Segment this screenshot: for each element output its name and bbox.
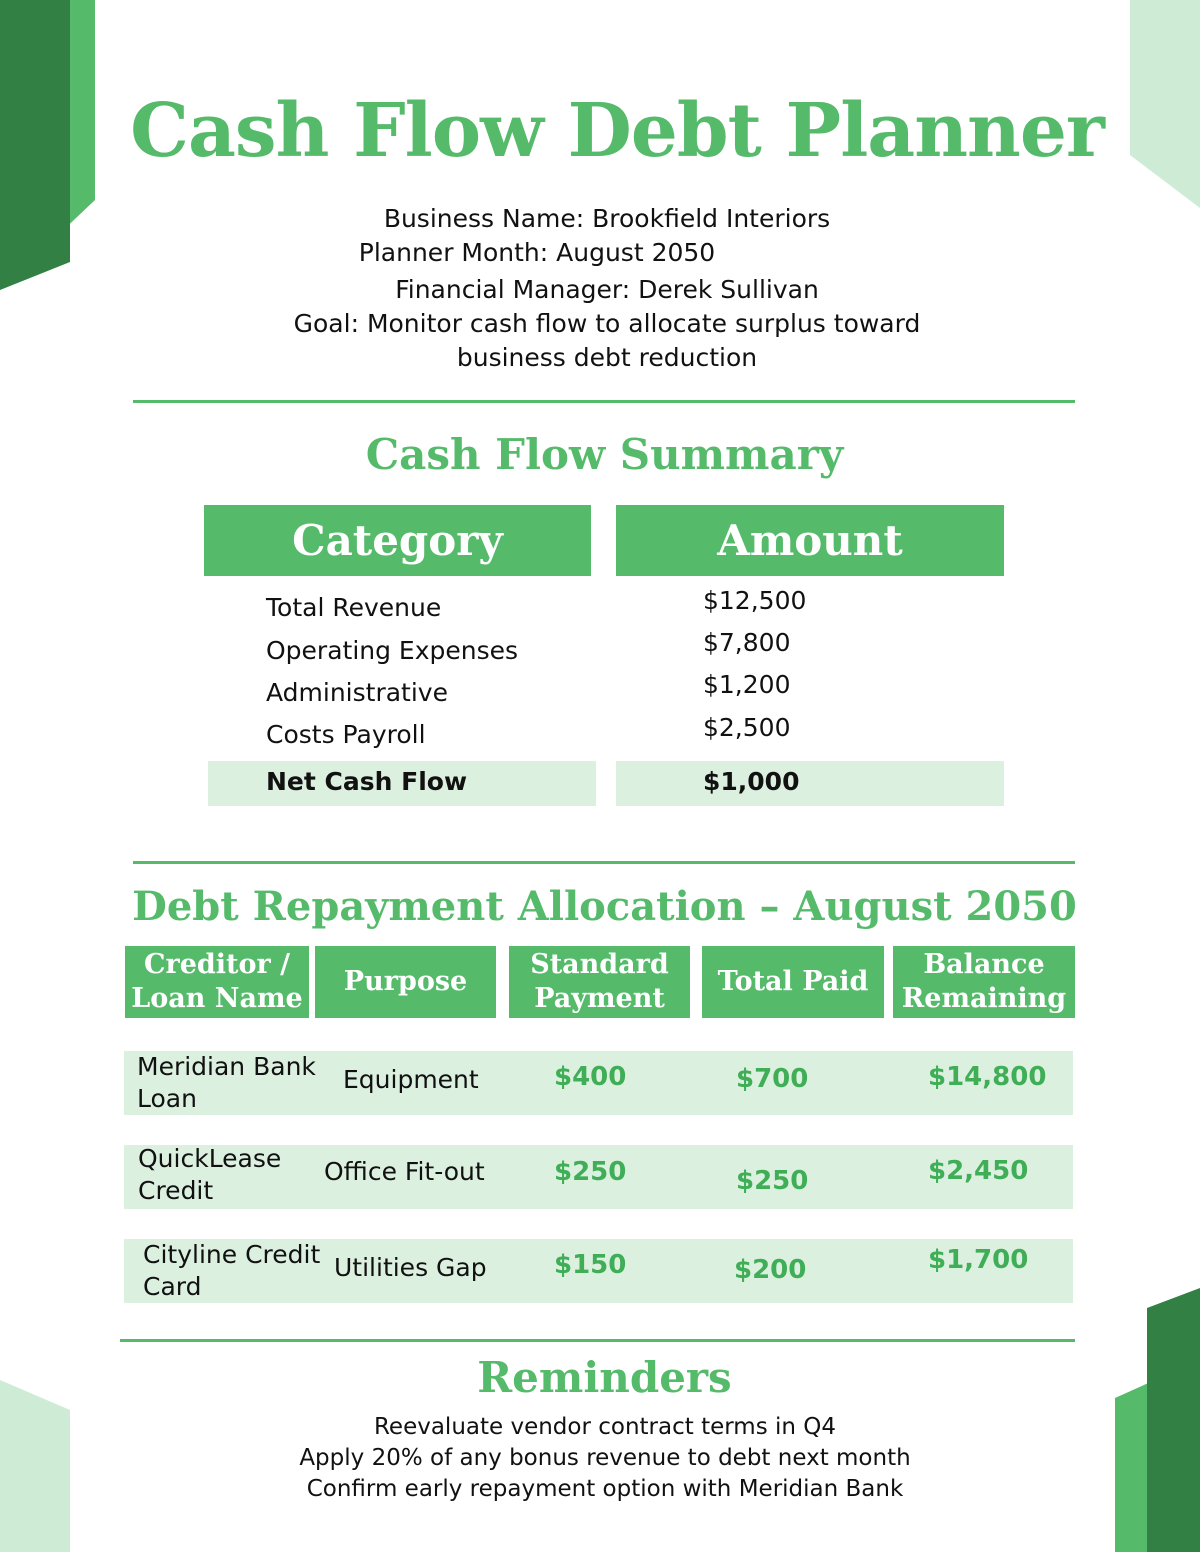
row-1-balance: $14,800 <box>928 1062 1047 1092</box>
row-2-balance: $2,450 <box>928 1156 1029 1186</box>
reminder-item-3: Confirm early repayment option with Meridian Bank <box>306 1476 904 1502</box>
row-3-balance: $1,700 <box>928 1245 1029 1275</box>
financial-manager: Financial Manager: Derek Sullivan <box>395 275 819 304</box>
header-balance-remaining: Balance Remaining <box>893 946 1075 1018</box>
net-cash-flow-amount: $1,000 <box>703 767 800 796</box>
row-2-standard: $250 <box>554 1157 627 1187</box>
net-cash-flow-amount-bg <box>616 761 1004 806</box>
cf-category-4: Costs Payroll <box>266 720 426 749</box>
row-3-creditor: Cityline Credit Card <box>143 1240 321 1301</box>
planner-month: Planner Month: August 2050 <box>358 238 716 267</box>
row-1-creditor: Meridian Bank Loan <box>137 1052 316 1113</box>
cf-amount-4: $2,500 <box>703 713 791 742</box>
goal-line-2: business debt reduction <box>456 343 758 372</box>
divider <box>120 1339 1075 1342</box>
header-category: Category <box>204 505 591 576</box>
row-1-purpose: Equipment <box>343 1065 479 1094</box>
reminders-title: Reminders <box>477 1353 732 1402</box>
goal-line-1: Goal: Monitor cash flow to allocate surplus toward <box>293 309 921 338</box>
cf-category-1: Total Revenue <box>266 593 442 622</box>
header-purpose: Purpose <box>315 946 496 1018</box>
page-title: Cash Flow Debt Planner <box>130 88 1104 174</box>
row-3-purpose: Utilities Gap <box>334 1253 487 1282</box>
cf-category-2: Operating Expenses <box>266 636 519 665</box>
row-2-creditor: QuickLease Credit <box>138 1144 282 1205</box>
net-cash-flow-label: Net Cash Flow <box>266 767 468 796</box>
cf-amount-2: $7,800 <box>703 628 791 657</box>
row-1-total-paid: $700 <box>736 1064 809 1094</box>
divider <box>133 861 1075 864</box>
cash-flow-title: Cash Flow Summary <box>365 430 844 479</box>
business-name: Business Name: Brookfield Interiors <box>383 204 831 233</box>
row-3-standard: $150 <box>554 1250 627 1280</box>
row-2-total-paid: $250 <box>736 1166 809 1196</box>
header-standard-payment: Standard Payment <box>509 946 690 1018</box>
header-total-paid: Total Paid <box>702 946 884 1018</box>
cf-category-3: Administrative <box>266 678 448 707</box>
reminder-item-1: Reevaluate vendor contract terms in Q4 <box>373 1414 837 1440</box>
row-2-purpose: Office Fit-out <box>324 1157 485 1186</box>
row-1-standard: $400 <box>554 1062 627 1092</box>
row-3-total-paid: $200 <box>734 1255 807 1285</box>
divider <box>133 400 1075 403</box>
reminder-item-2: Apply 20% of any bonus revenue to debt next month <box>299 1445 911 1471</box>
cf-amount-1: $12,500 <box>703 586 807 615</box>
header-amount: Amount <box>616 505 1004 576</box>
debt-title: Debt Repayment Allocation – August 2050 <box>132 883 1077 930</box>
cf-amount-3: $1,200 <box>703 670 791 699</box>
header-creditor: Creditor / Loan Name <box>125 946 309 1018</box>
